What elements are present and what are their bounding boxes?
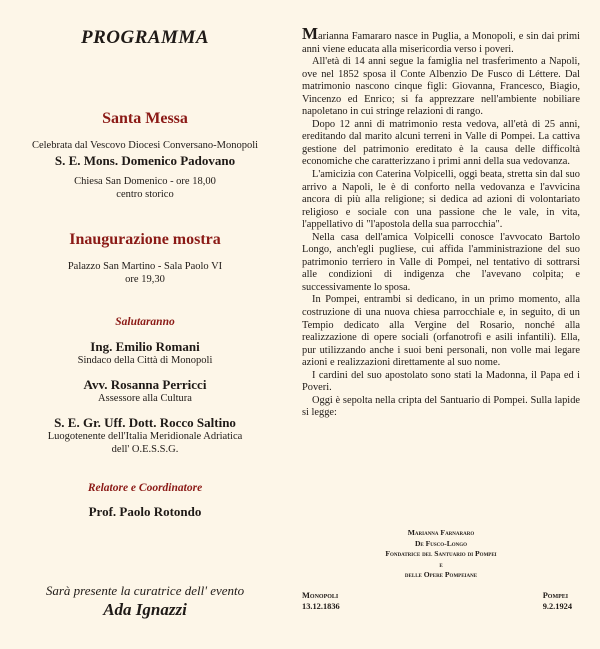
epitaph-line-4: e	[439, 559, 443, 569]
epitaph-line-3: Fondatrice del Santuario di Pompei	[385, 549, 497, 558]
curator-line: Sarà presente la curatrice dell' evento	[45, 583, 245, 598]
dropcap: M	[302, 24, 319, 43]
mass-title: Santa Messa	[102, 110, 188, 127]
epitaph-death	[543, 591, 572, 612]
greeting-name-1: Ing. Emilio Romani	[90, 339, 200, 354]
bio-paragraph-3: Dopo 12 anni di matrimonio resta vedova, all'età di 25 anni, ereditando dal marito alcuni terreni in Valle di Pompei. La cattiva gestione del patrimonio ereditato è la causa delle difficoltà economiche che caratterizzano i primi anni della sua vedovanza.	[302, 118, 580, 168]
epitaph-line-5: delle Opere Pompeiane	[404, 570, 478, 579]
mass-area: centro storico	[116, 189, 174, 200]
biography-text	[302, 24, 580, 420]
exhibition-place: Palazzo San Martino - Sala Paolo VI	[67, 261, 223, 272]
speaker-title: Relatore e Coordinatore	[87, 482, 203, 494]
speaker-name: Prof. Paolo Rotondo	[88, 504, 202, 519]
death-place: Pompei	[542, 591, 569, 600]
birth-date: 13.12.1836	[302, 601, 340, 611]
bio-paragraph-2: All'età di 14 anni segue la famiglia nel trasferimento a Napoli, ove nel 1852 sposa il Conte Albenzio De Fusco di Léttere. Dal matrimonio nascono cinque figli: Giovanna, Francesco, Biagio, Vincenzo ed Enrico; si fa apprezzare nell'ambiente nobiliare napoletano in cui stringe relazioni di rango.	[302, 56, 580, 118]
program-heading: PROGRAMMA	[80, 27, 210, 48]
curator-name: Ada Ignazzi	[103, 600, 187, 619]
greeting-role-1: Sindaco della Città di Monopoli	[77, 355, 213, 366]
bio-paragraph-1: Marianna Famararo nasce in Puglia, a Monopoli, e sin dai primi anni viene educata alla misericordia verso i poveri.	[302, 24, 580, 55]
bio-paragraph-8: Oggi è sepolta nella cripta del Santuario di Pompei. Sulla lapide si legge:	[302, 394, 580, 419]
mass-celebrant: S. E. Mons. Domenico Padovano	[54, 153, 236, 168]
epitaph-line-2: De Fusco-Longo	[414, 538, 468, 548]
greeting-role-2: Assessore alla Cultura	[98, 393, 192, 404]
birth-place: Monopoli	[302, 591, 339, 600]
exhibition-title: Inaugurazione mostra	[69, 231, 221, 248]
greeting-name-3: S. E. Gr. Uff. Dott. Rocco Saltino	[54, 415, 236, 430]
biography-column	[302, 0, 580, 649]
exhibition-time: ore 19,30	[125, 274, 165, 285]
death-date: 9.2.1924	[542, 601, 572, 611]
epitaph-line-1: Marianna Farnararo	[407, 528, 475, 537]
program-column	[0, 0, 290, 649]
mass-celebrant-intro: Celebrata dal Vescovo Diocesi Conversano-Monopoli	[31, 140, 259, 151]
greeting-role-3-line2: dell' O.E.S.S.G.	[111, 444, 179, 455]
bio-paragraph-7: I cardini del suo apostolato sono stati la Madonna, il Papa ed i Poveri.	[302, 369, 580, 394]
greetings-title: Salutaranno	[115, 316, 175, 328]
greeting-role-3-line1: Luogotenente dell'Italia Meridionale Adriatica	[47, 431, 243, 442]
bio-paragraph-4: L'amicizia con Caterina Volpicelli, oggi beata, stretta sin dal suo arrivo a Napoli, le è di conforto nella vedovanza e l'avvicina ancora di più alla religione; si dedica ad azioni di volontariato religioso e sociale con una passione che le vale, in vita, l'appellativo di "l'apostola della sua parrocchia".	[302, 169, 580, 231]
bio-paragraph-6: In Pompei, entrambi si dedicano, in un primo momento, alla costruzione di una nuova chiesa parrocchiale e, in seguito, di un Tempio dedicato alla Vergine del Rosario, nonché alla realizzazione di opere sociali (orfanotrofi e asili infantili). Ella, pur utilizzando anche i suoi beni personali, non volle mai legare azioni e realizzazioni direttamente al suo nome.	[302, 294, 580, 369]
mass-place: Chiesa San Domenico - ore 18,00	[74, 176, 216, 187]
epitaph-birth	[302, 591, 340, 612]
epitaph	[302, 528, 580, 581]
bio-paragraph-5: Nella casa dell'amica Volpicelli conosce l'avvocato Bartolo Longo, anch'egli pugliese, cui affida l'amministrazione del suo patrimonio terriero in Valle di Pompei, nel tentativo di sottrarsi alle condizioni di indigenza che l'avevano colpita; e successivamente lo sposa.	[302, 231, 580, 293]
greeting-name-2: Avv. Rosanna Perricci	[83, 377, 207, 392]
